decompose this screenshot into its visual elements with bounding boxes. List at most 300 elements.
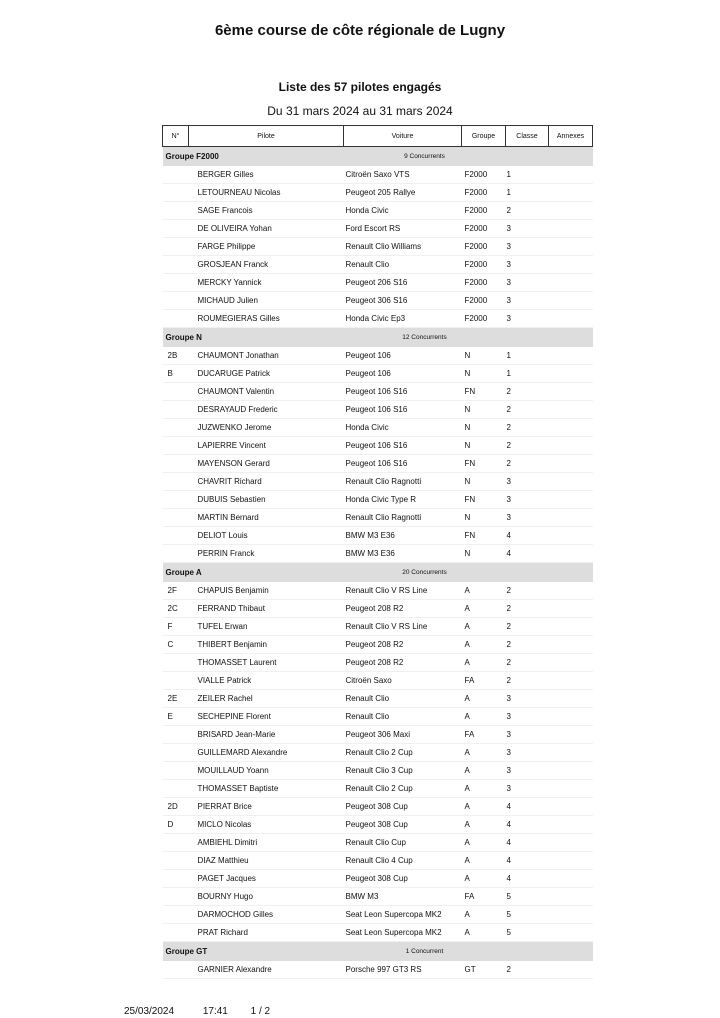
pilot-name: DUBUIS Sebastien — [189, 491, 344, 509]
car-number — [163, 292, 189, 310]
pilot-name: TUFEL Erwan — [189, 618, 344, 636]
date-range: Du 31 mars 2024 au 31 mars 2024 — [267, 104, 453, 118]
table-row — [163, 672, 593, 690]
car-model: Renault Clio Ragnotti — [344, 473, 462, 491]
entry-class: 2 — [506, 582, 549, 600]
table-body — [163, 147, 593, 979]
entry-class: 3 — [506, 780, 549, 798]
entry-annexes — [549, 455, 593, 473]
pilot-name: GUILLEMARD Alexandre — [189, 744, 344, 762]
car-model: Peugeot 106 S16 — [344, 437, 462, 455]
entry-annexes — [549, 582, 593, 600]
car-number: F — [163, 618, 189, 636]
entry-class: 3 — [506, 762, 549, 780]
col-header-annexes: Annexes — [549, 126, 593, 147]
entry-group: A — [462, 816, 506, 834]
pilot-name: ROUMEGIERAS Gilles — [189, 310, 344, 328]
car-number — [163, 491, 189, 509]
entry-annexes — [549, 202, 593, 220]
pilot-name: DIAZ Matthieu — [189, 852, 344, 870]
table-row — [163, 238, 593, 256]
pilot-name: DE OLIVEIRA Yohan — [189, 220, 344, 238]
car-model: Peugeot 208 R2 — [344, 600, 462, 618]
entry-class: 5 — [506, 906, 549, 924]
entry-group: FN — [462, 491, 506, 509]
entry-group: A — [462, 852, 506, 870]
car-number — [163, 780, 189, 798]
entry-annexes — [549, 618, 593, 636]
page-footer — [124, 1006, 270, 1017]
car-number — [163, 437, 189, 455]
entry-annexes — [549, 726, 593, 744]
document-subtitle: Liste des 57 pilotes engagés — [278, 80, 442, 94]
entry-class: 2 — [506, 654, 549, 672]
entry-class: 4 — [506, 870, 549, 888]
group-header-spacer — [506, 942, 593, 962]
group-header-spacer — [506, 147, 593, 167]
table-row — [163, 744, 593, 762]
entry-annexes — [549, 961, 593, 979]
entry-annexes — [549, 654, 593, 672]
entry-group: A — [462, 636, 506, 654]
car-number — [163, 220, 189, 238]
entry-class: 2 — [506, 600, 549, 618]
entry-group: N — [462, 419, 506, 437]
group-header-row — [163, 563, 593, 583]
pilot-name: PERRIN Franck — [189, 545, 344, 563]
car-model: Renault Clio Cup — [344, 834, 462, 852]
car-model: Honda Civic — [344, 419, 462, 437]
car-number — [163, 762, 189, 780]
pilot-name: BRISARD Jean-Marie — [189, 726, 344, 744]
pilot-name: ZEILER Rachel — [189, 690, 344, 708]
entry-group: A — [462, 600, 506, 618]
entry-group: A — [462, 780, 506, 798]
car-number — [163, 202, 189, 220]
group-name: Groupe N — [163, 328, 344, 348]
car-number: C — [163, 636, 189, 654]
entry-group: A — [462, 762, 506, 780]
car-number — [163, 509, 189, 527]
footer-time: 17:41 — [202, 1006, 228, 1017]
entry-group: A — [462, 924, 506, 942]
entry-group: F2000 — [462, 292, 506, 310]
pilot-name: GARNIER Alexandre — [189, 961, 344, 979]
col-header-number: N° — [163, 126, 189, 147]
pilot-name: CHAVRIT Richard — [189, 473, 344, 491]
car-number: D — [163, 816, 189, 834]
entry-group: N — [462, 401, 506, 419]
entry-annexes — [549, 600, 593, 618]
entry-group: FN — [462, 527, 506, 545]
pilot-name: MERCKY Yannick — [189, 274, 344, 292]
table-row — [163, 636, 593, 654]
pilot-name: SAGE Francois — [189, 202, 344, 220]
entry-group: N — [462, 473, 506, 491]
pilot-name: PRAT Richard — [189, 924, 344, 942]
pilot-name: THOMASSET Baptiste — [189, 780, 344, 798]
car-number — [163, 184, 189, 202]
table-row — [163, 582, 593, 600]
table-row — [163, 347, 593, 365]
car-model: Peugeot 106 S16 — [344, 401, 462, 419]
entrants-table — [162, 125, 593, 979]
group-name: Groupe A — [163, 563, 344, 583]
car-model: Renault Clio — [344, 690, 462, 708]
car-number: 2F — [163, 582, 189, 600]
table-row — [163, 708, 593, 726]
entry-class: 2 — [506, 618, 549, 636]
entry-group: A — [462, 798, 506, 816]
entry-class: 3 — [506, 220, 549, 238]
car-model: Renault Clio Williams — [344, 238, 462, 256]
car-model: Peugeot 208 R2 — [344, 654, 462, 672]
pilot-name: CHAUMONT Jonathan — [189, 347, 344, 365]
entry-group: A — [462, 582, 506, 600]
entry-group: F2000 — [462, 256, 506, 274]
entry-annexes — [549, 166, 593, 184]
car-model: Peugeot 308 Cup — [344, 870, 462, 888]
table-row — [163, 401, 593, 419]
entry-class: 3 — [506, 708, 549, 726]
entry-class: 2 — [506, 636, 549, 654]
entry-group: GT — [462, 961, 506, 979]
group-count: 20 Concurrents — [344, 563, 506, 583]
car-model: Seat Leon Supercopa MK2 — [344, 924, 462, 942]
car-number: 2D — [163, 798, 189, 816]
table-row — [163, 618, 593, 636]
car-number — [163, 238, 189, 256]
table-row — [163, 834, 593, 852]
entry-annexes — [549, 274, 593, 292]
entry-group: F2000 — [462, 310, 506, 328]
pilot-name: DELIOT Louis — [189, 527, 344, 545]
car-number: 2E — [163, 690, 189, 708]
entry-annexes — [549, 834, 593, 852]
entry-class: 2 — [506, 672, 549, 690]
pilot-name: MAYENSON Gerard — [189, 455, 344, 473]
entry-annexes — [549, 708, 593, 726]
table-header-row — [163, 126, 593, 147]
entry-class: 3 — [506, 726, 549, 744]
pilot-name: MOUILLAUD Yoann — [189, 762, 344, 780]
car-model: Honda Civic Ep3 — [344, 310, 462, 328]
car-number — [163, 473, 189, 491]
entry-class: 1 — [506, 347, 549, 365]
car-number — [163, 310, 189, 328]
entry-class: 1 — [506, 184, 549, 202]
entry-annexes — [549, 292, 593, 310]
car-model: Ford Escort RS — [344, 220, 462, 238]
footer-page: 1 / 2 — [250, 1006, 271, 1017]
car-number: 2B — [163, 347, 189, 365]
table-row — [163, 690, 593, 708]
entry-annexes — [549, 744, 593, 762]
entry-class: 4 — [506, 798, 549, 816]
table-row — [163, 545, 593, 563]
pilot-name: LETOURNEAU Nicolas — [189, 184, 344, 202]
entry-annexes — [549, 852, 593, 870]
table-row — [163, 852, 593, 870]
entry-group: FA — [462, 672, 506, 690]
car-model: Renault Clio 4 Cup — [344, 852, 462, 870]
entry-annexes — [549, 256, 593, 274]
entry-class: 1 — [506, 166, 549, 184]
table-row — [163, 419, 593, 437]
entry-class: 4 — [506, 545, 549, 563]
entry-class: 2 — [506, 202, 549, 220]
group-header-row — [163, 328, 593, 348]
table-row — [163, 762, 593, 780]
entry-class: 2 — [506, 961, 549, 979]
car-number — [163, 924, 189, 942]
pilot-name: CHAUMONT Valentin — [189, 383, 344, 401]
pilot-name: DUCARUGE Patrick — [189, 365, 344, 383]
table-row — [163, 437, 593, 455]
group-header-row — [163, 942, 593, 962]
entry-class: 1 — [506, 365, 549, 383]
table-row — [163, 310, 593, 328]
car-number — [163, 166, 189, 184]
entry-class: 5 — [506, 924, 549, 942]
entry-class: 5 — [506, 888, 549, 906]
entry-class: 3 — [506, 310, 549, 328]
pilot-name: MARTIN Bernard — [189, 509, 344, 527]
entry-group: A — [462, 744, 506, 762]
entry-group: N — [462, 509, 506, 527]
car-model: Peugeot 205 Rallye — [344, 184, 462, 202]
entry-group: N — [462, 545, 506, 563]
car-model: Peugeot 106 S16 — [344, 455, 462, 473]
car-number — [163, 419, 189, 437]
group-header-spacer — [506, 563, 593, 583]
col-header-group: Groupe — [462, 126, 506, 147]
pilot-name: JUZWENKO Jerome — [189, 419, 344, 437]
car-number — [163, 274, 189, 292]
car-model: Peugeot 306 Maxi — [344, 726, 462, 744]
entry-annexes — [549, 888, 593, 906]
entry-class: 3 — [506, 744, 549, 762]
table-row — [163, 473, 593, 491]
car-model: Citroën Saxo — [344, 672, 462, 690]
car-number — [163, 961, 189, 979]
col-header-car: Voiture — [344, 126, 462, 147]
entry-annexes — [549, 545, 593, 563]
entry-annexes — [549, 780, 593, 798]
pilot-name: VIALLE Patrick — [189, 672, 344, 690]
table-row — [163, 220, 593, 238]
entry-class: 3 — [506, 509, 549, 527]
entry-annexes — [549, 509, 593, 527]
entry-group: FA — [462, 888, 506, 906]
entry-group: F2000 — [462, 202, 506, 220]
entry-group: F2000 — [462, 220, 506, 238]
entry-class: 4 — [506, 852, 549, 870]
car-model: BMW M3 — [344, 888, 462, 906]
table-row — [163, 726, 593, 744]
car-number: E — [163, 708, 189, 726]
car-number — [163, 744, 189, 762]
entry-annexes — [549, 310, 593, 328]
car-number — [163, 383, 189, 401]
pilot-name: THIBERT Benjamin — [189, 636, 344, 654]
entry-group: A — [462, 654, 506, 672]
entry-annexes — [549, 437, 593, 455]
entry-group: F2000 — [462, 166, 506, 184]
entry-group: A — [462, 834, 506, 852]
group-count: 12 Concurrents — [344, 328, 506, 348]
table-row — [163, 455, 593, 473]
entry-annexes — [549, 401, 593, 419]
entry-annexes — [549, 672, 593, 690]
table-row — [163, 184, 593, 202]
table-row — [163, 654, 593, 672]
group-count: 1 Concurrent — [344, 942, 506, 962]
car-model: Renault Clio 2 Cup — [344, 744, 462, 762]
entry-class: 3 — [506, 473, 549, 491]
entry-class: 3 — [506, 690, 549, 708]
car-model: Renault Clio V RS Line — [344, 618, 462, 636]
entry-class: 3 — [506, 274, 549, 292]
car-model: Peugeot 206 S16 — [344, 274, 462, 292]
entry-annexes — [549, 383, 593, 401]
entry-annexes — [549, 347, 593, 365]
table-row — [163, 961, 593, 979]
car-number — [163, 870, 189, 888]
pilot-name: AMBIEHL Dimitri — [189, 834, 344, 852]
entry-group: N — [462, 347, 506, 365]
car-model: Peugeot 208 R2 — [344, 636, 462, 654]
table-row — [163, 292, 593, 310]
table-row — [163, 274, 593, 292]
group-count: 9 Concurrents — [344, 147, 506, 167]
entry-annexes — [549, 816, 593, 834]
entry-annexes — [549, 527, 593, 545]
car-model: Renault Clio — [344, 256, 462, 274]
table-row — [163, 491, 593, 509]
table-row — [163, 509, 593, 527]
car-model: Renault Clio Ragnotti — [344, 509, 462, 527]
entry-class: 2 — [506, 383, 549, 401]
car-number — [163, 726, 189, 744]
car-model: Peugeot 308 Cup — [344, 816, 462, 834]
car-model: Renault Clio 3 Cup — [344, 762, 462, 780]
car-model: Seat Leon Supercopa MK2 — [344, 906, 462, 924]
entry-class: 2 — [506, 419, 549, 437]
table-row — [163, 798, 593, 816]
table-row — [163, 365, 593, 383]
entry-group: A — [462, 708, 506, 726]
group-name: Groupe F2000 — [163, 147, 344, 167]
entry-group: FA — [462, 726, 506, 744]
pilot-name: FERRAND Thibaut — [189, 600, 344, 618]
entry-class: 3 — [506, 292, 549, 310]
car-number — [163, 256, 189, 274]
table-row — [163, 888, 593, 906]
table-row — [163, 166, 593, 184]
car-model: BMW M3 E36 — [344, 527, 462, 545]
pilot-name: FARGE Philippe — [189, 238, 344, 256]
car-number — [163, 906, 189, 924]
pilot-name: CHAPUIS Benjamin — [189, 582, 344, 600]
car-model: Honda Civic Type R — [344, 491, 462, 509]
car-model: Renault Clio 2 Cup — [344, 780, 462, 798]
car-model: BMW M3 E36 — [344, 545, 462, 563]
car-model: Honda Civic — [344, 202, 462, 220]
entry-class: 4 — [506, 816, 549, 834]
col-header-class: Classe — [506, 126, 549, 147]
document-title: 6ème course de côte régionale de Lugny — [214, 22, 506, 39]
entry-annexes — [549, 762, 593, 780]
table-row — [163, 202, 593, 220]
car-model: Peugeot 306 S16 — [344, 292, 462, 310]
table-row — [163, 383, 593, 401]
entry-annexes — [549, 924, 593, 942]
car-number — [163, 852, 189, 870]
entry-annexes — [549, 419, 593, 437]
entry-group: A — [462, 690, 506, 708]
entry-class: 3 — [506, 491, 549, 509]
entry-class: 4 — [506, 527, 549, 545]
car-model: Peugeot 106 — [344, 347, 462, 365]
entry-annexes — [549, 220, 593, 238]
table-row — [163, 780, 593, 798]
table-row — [163, 906, 593, 924]
group-header-spacer — [506, 328, 593, 348]
entry-group: N — [462, 365, 506, 383]
entry-group: A — [462, 618, 506, 636]
entrants-table-container — [162, 125, 592, 979]
car-number: 2C — [163, 600, 189, 618]
pilot-name: MICLO Nicolas — [189, 816, 344, 834]
entry-annexes — [549, 491, 593, 509]
footer-date: 25/03/2024 — [124, 1006, 175, 1017]
car-model: Peugeot 106 S16 — [344, 383, 462, 401]
table-row — [163, 870, 593, 888]
group-header-row — [163, 147, 593, 167]
entry-class: 3 — [506, 238, 549, 256]
car-number — [163, 545, 189, 563]
car-number — [163, 654, 189, 672]
car-number — [163, 834, 189, 852]
car-number — [163, 888, 189, 906]
entry-annexes — [549, 365, 593, 383]
entry-class: 2 — [506, 437, 549, 455]
entry-class: 4 — [506, 834, 549, 852]
car-number: B — [163, 365, 189, 383]
pilot-name: DESRAYAUD Frederic — [189, 401, 344, 419]
entry-annexes — [549, 184, 593, 202]
pilot-name: PIERRAT Brice — [189, 798, 344, 816]
pilot-name: PAGET Jacques — [189, 870, 344, 888]
entry-class: 2 — [506, 455, 549, 473]
group-name: Groupe GT — [163, 942, 344, 962]
pilot-name: SECHEPINE Florent — [189, 708, 344, 726]
entry-annexes — [549, 473, 593, 491]
pilot-name: BERGER Gilles — [189, 166, 344, 184]
car-number — [163, 527, 189, 545]
pilot-name: LAPIERRE Vincent — [189, 437, 344, 455]
pilot-name: MICHAUD Julien — [189, 292, 344, 310]
car-model: Citroën Saxo VTS — [344, 166, 462, 184]
pilot-name: BOURNY Hugo — [189, 888, 344, 906]
car-number — [163, 672, 189, 690]
car-model: Peugeot 106 — [344, 365, 462, 383]
entry-group: F2000 — [462, 184, 506, 202]
entry-group: F2000 — [462, 238, 506, 256]
entry-group: N — [462, 437, 506, 455]
table-row — [163, 527, 593, 545]
